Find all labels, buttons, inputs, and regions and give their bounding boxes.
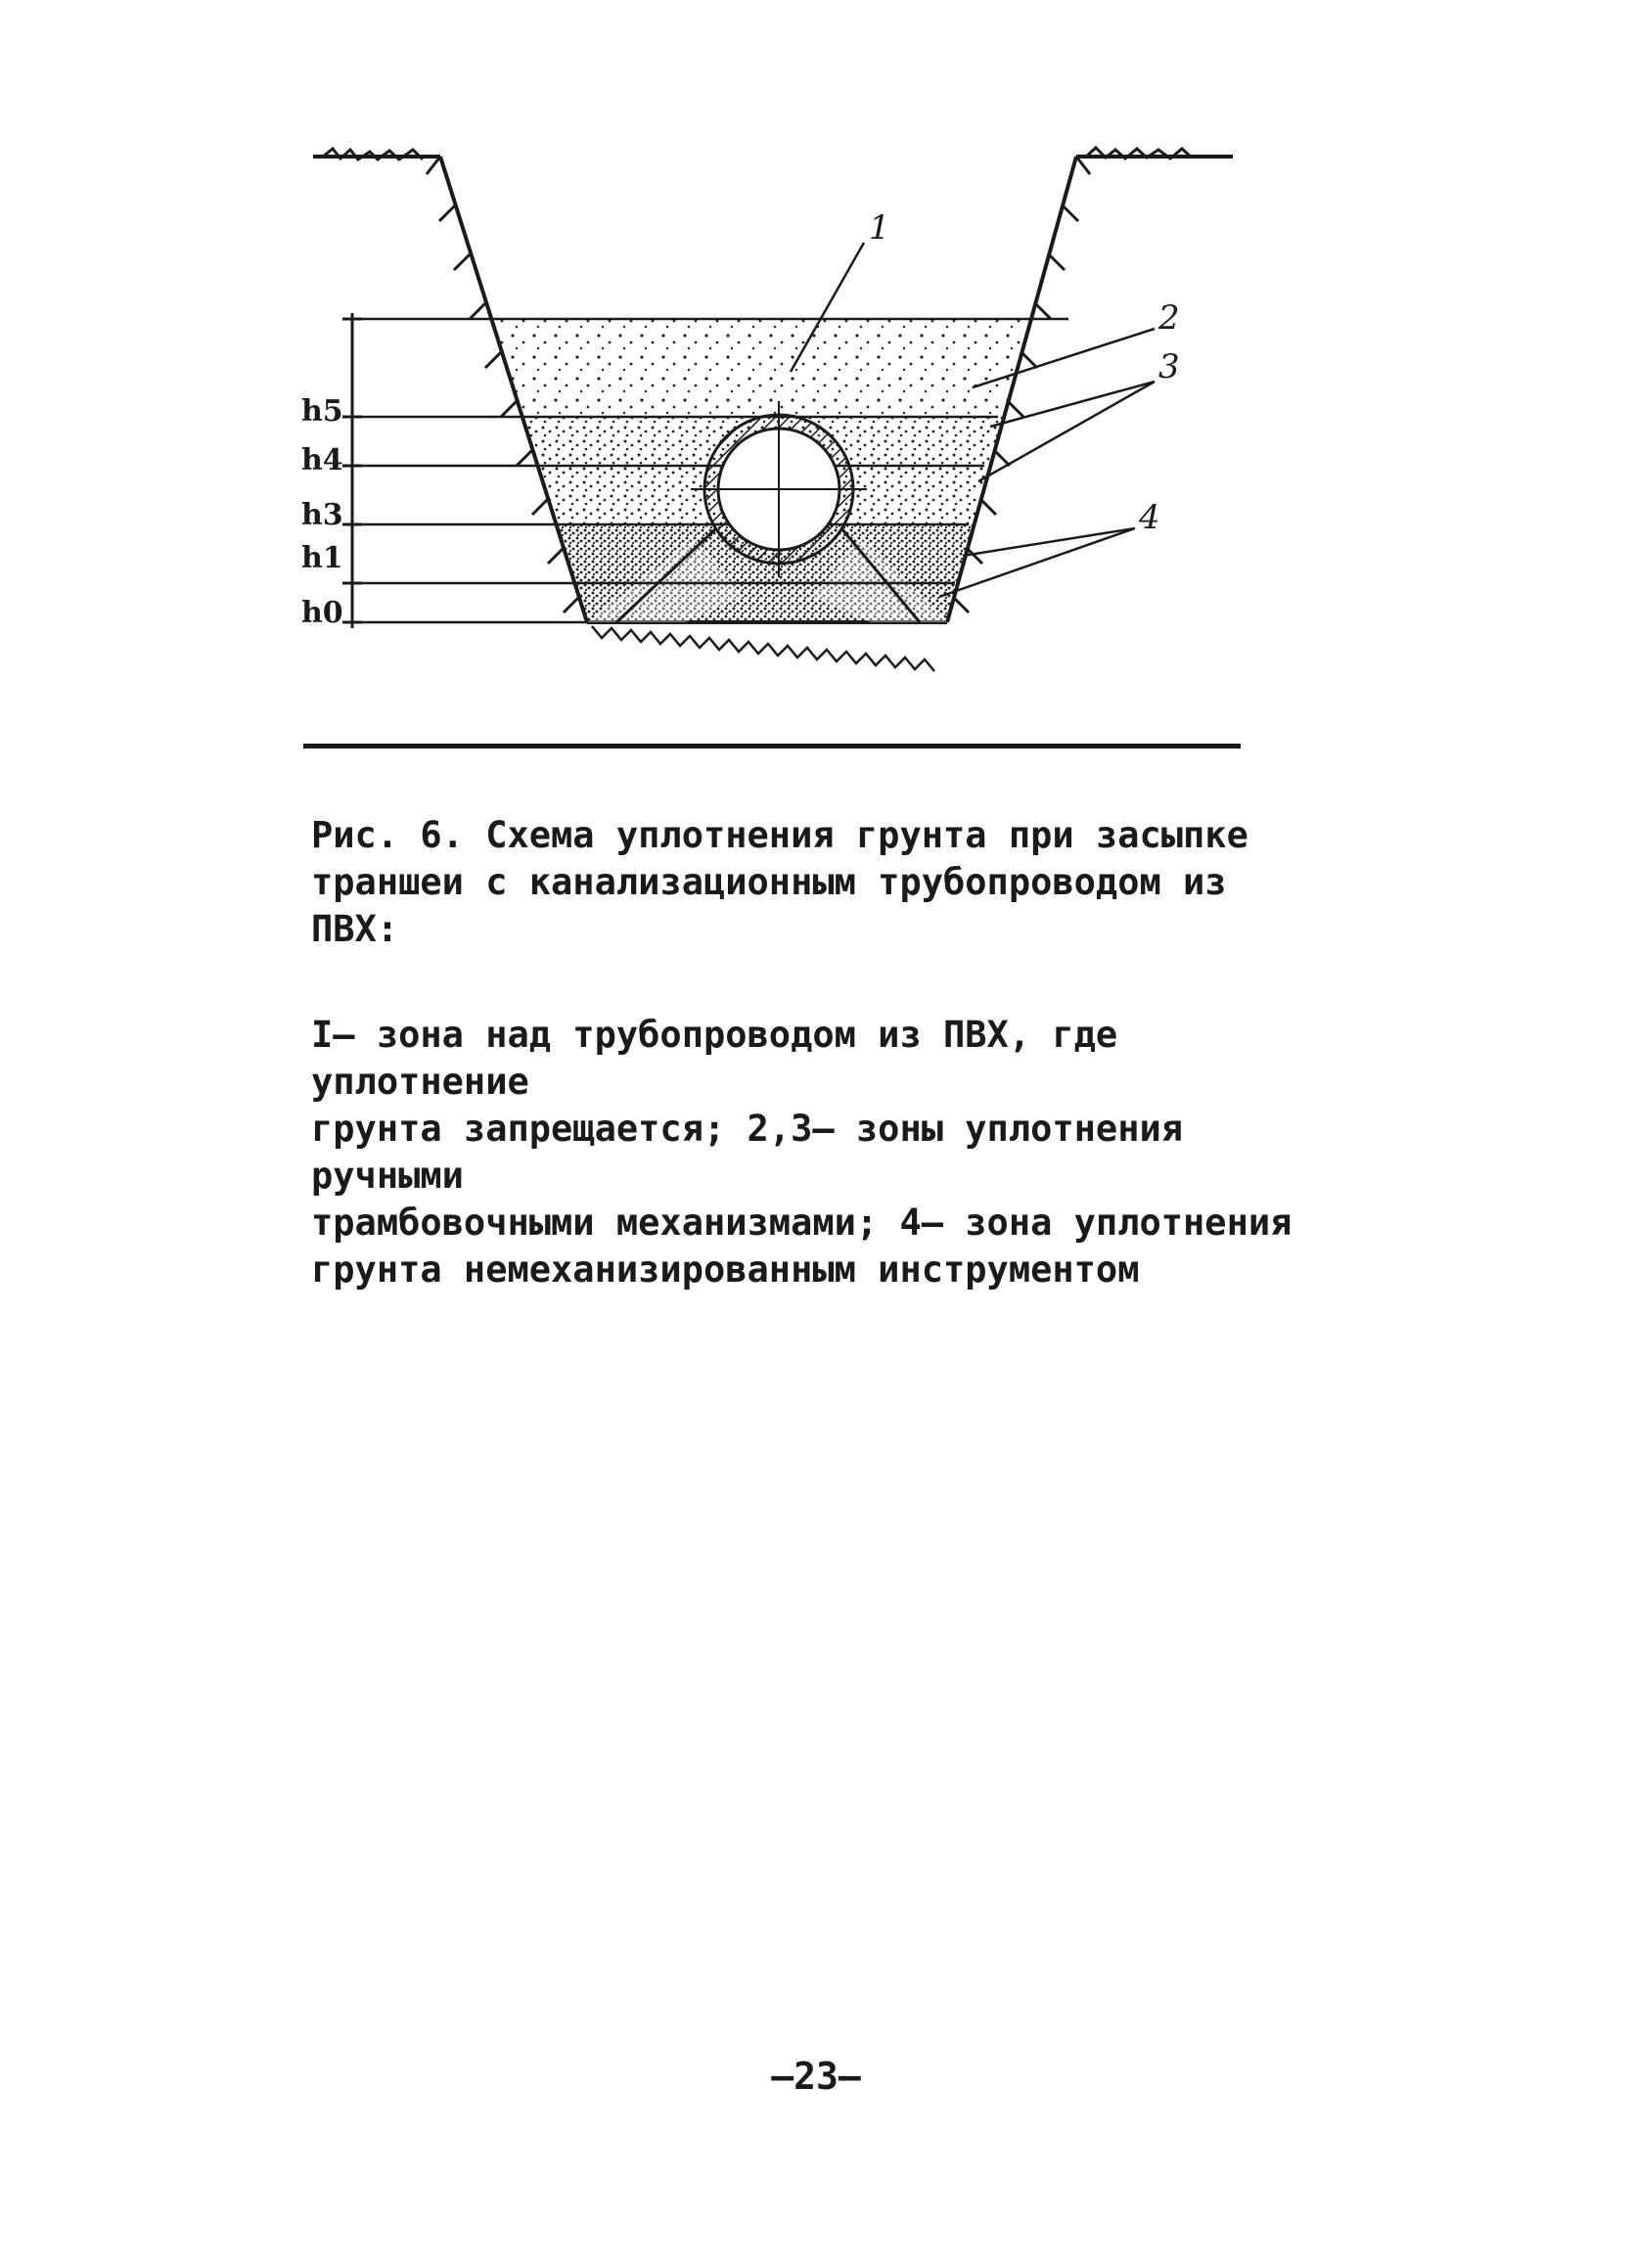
- zone-label-4: 4: [1139, 498, 1160, 537]
- figure-caption: [311, 765, 1329, 1340]
- page-number: –23–: [771, 2055, 861, 2098]
- zone-label-1: 1: [869, 208, 890, 248]
- ground-surface: [313, 148, 1233, 159]
- height-label-h0: h0: [301, 596, 343, 630]
- dimension-line: [342, 313, 362, 628]
- caption-rule: [303, 744, 1241, 748]
- height-label-h1: h1: [301, 541, 343, 575]
- height-label-h3: h3: [301, 498, 343, 532]
- zone-label-3: 3: [1158, 347, 1180, 386]
- height-label-h4: h4: [301, 443, 343, 477]
- trench-compaction-diagram: [294, 137, 1272, 685]
- caption-title: Рис. 6. Схема уплотнения грунта при засыпке траншеи с канализационным трубопроводом из ПВХ:: [311, 814, 1248, 950]
- zone-label-2: 2: [1158, 298, 1180, 338]
- zone-1: [391, 319, 1174, 417]
- caption-legend: I– зона над трубопроводом из ПВХ, где уплотнение грунта запрещается; 2,3– зоны уплотнения ручными трамбовочными механизмами; 4– зона уплотнения грунта немеханизированным инструментом: [311, 1014, 1292, 1291]
- height-label-h5: h5: [301, 394, 343, 429]
